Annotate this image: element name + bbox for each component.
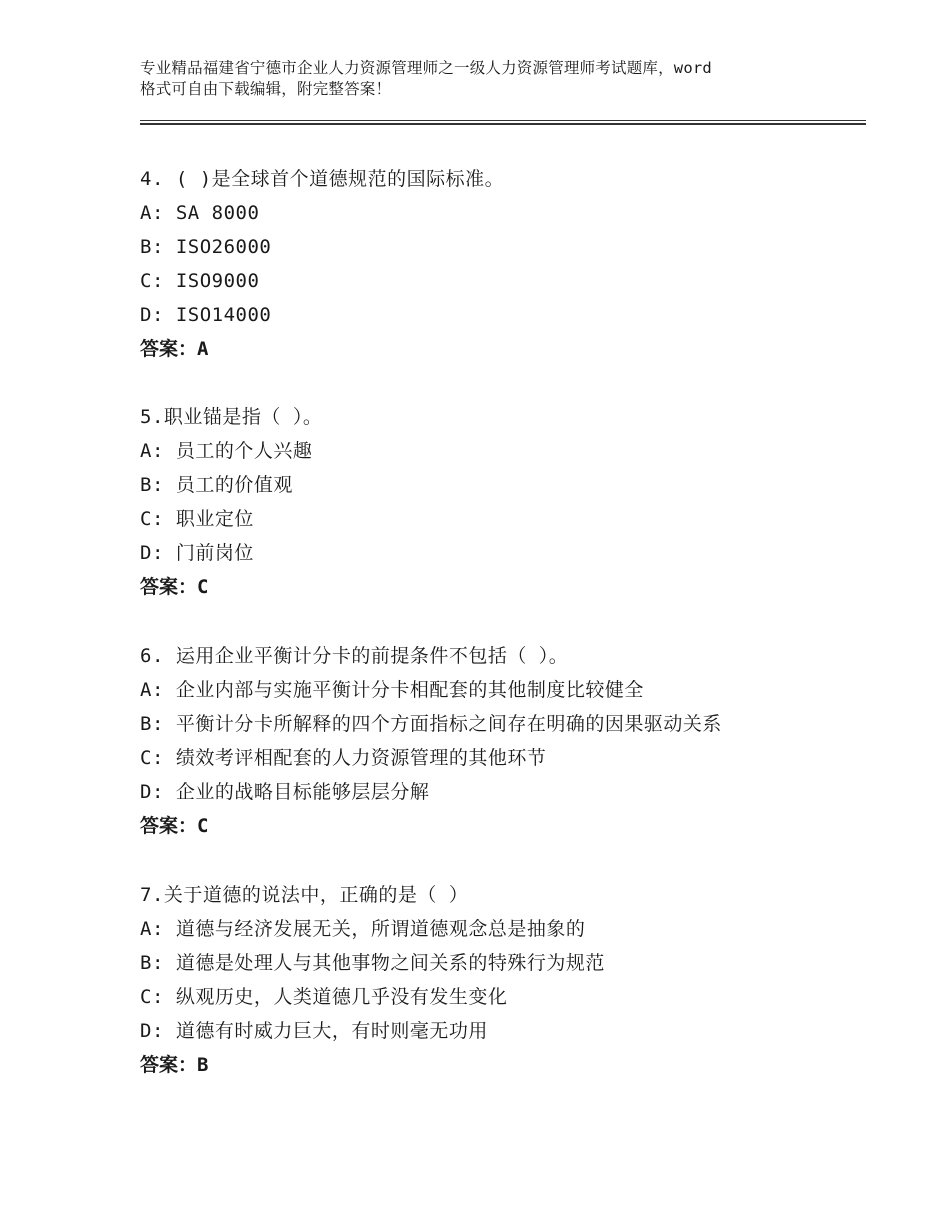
header-line-1: 专业精品福建省宁德市企业人力资源管理师之一级人力资源管理师考试题库，word [140,59,712,77]
question-stem: 4. ( )是全球首个道德规范的国际标准。 [140,168,505,190]
option-b: B: 员工的价值观 [140,474,293,496]
option-b: B: 平衡计分卡所解释的四个方面指标之间存在明确的因果驱动关系 [140,713,722,735]
header-divider-thin [140,120,866,121]
question-stem: 5.职业锚是指（ ）。 [140,406,323,428]
answer-label: 答案：A [140,338,209,360]
question-4 [140,162,860,366]
answer-label: 答案：C [140,576,209,598]
question-stem: 6. 运用企业平衡计分卡的前提条件不包括（ ）。 [140,645,569,667]
option-a: A: 员工的个人兴趣 [140,440,313,462]
option-c: C: 职业定位 [140,508,254,530]
option-d: D: 门前岗位 [140,542,254,564]
option-a: A: 道德与经济发展无关，所谓道德观念总是抽象的 [140,918,586,940]
question-5 [140,400,860,604]
option-a: A: 企业内部与实施平衡计分卡相配套的其他制度比较健全 [140,679,644,701]
question-stem: 7.关于道德的说法中，正确的是（ ） [140,884,469,906]
option-b: B: ISO26000 [140,236,272,258]
answer-label: 答案：B [140,1054,209,1076]
option-d: D: 道德有时威力巨大，有时则毫无功用 [140,1020,488,1042]
option-c: C: 纵观历史，人类道德几乎没有发生变化 [140,986,508,1008]
option-a: A: SA 8000 [140,202,260,224]
header-divider-thick [140,123,866,125]
option-b: B: 道德是处理人与其他事物之间关系的特殊行为规范 [140,952,605,974]
option-d: D: ISO14000 [140,304,272,326]
answer-label: 答案：C [140,815,209,837]
option-d: D: 企业的战略目标能够层层分解 [140,781,430,803]
question-6 [140,639,860,843]
option-c: C: ISO9000 [140,270,260,292]
option-c: C: 绩效考评相配套的人力资源管理的其他环节 [140,747,547,769]
document-header [140,58,830,100]
header-line-2: 格式可自由下载编辑，附完整答案！ [140,80,392,98]
question-7 [140,878,860,1082]
